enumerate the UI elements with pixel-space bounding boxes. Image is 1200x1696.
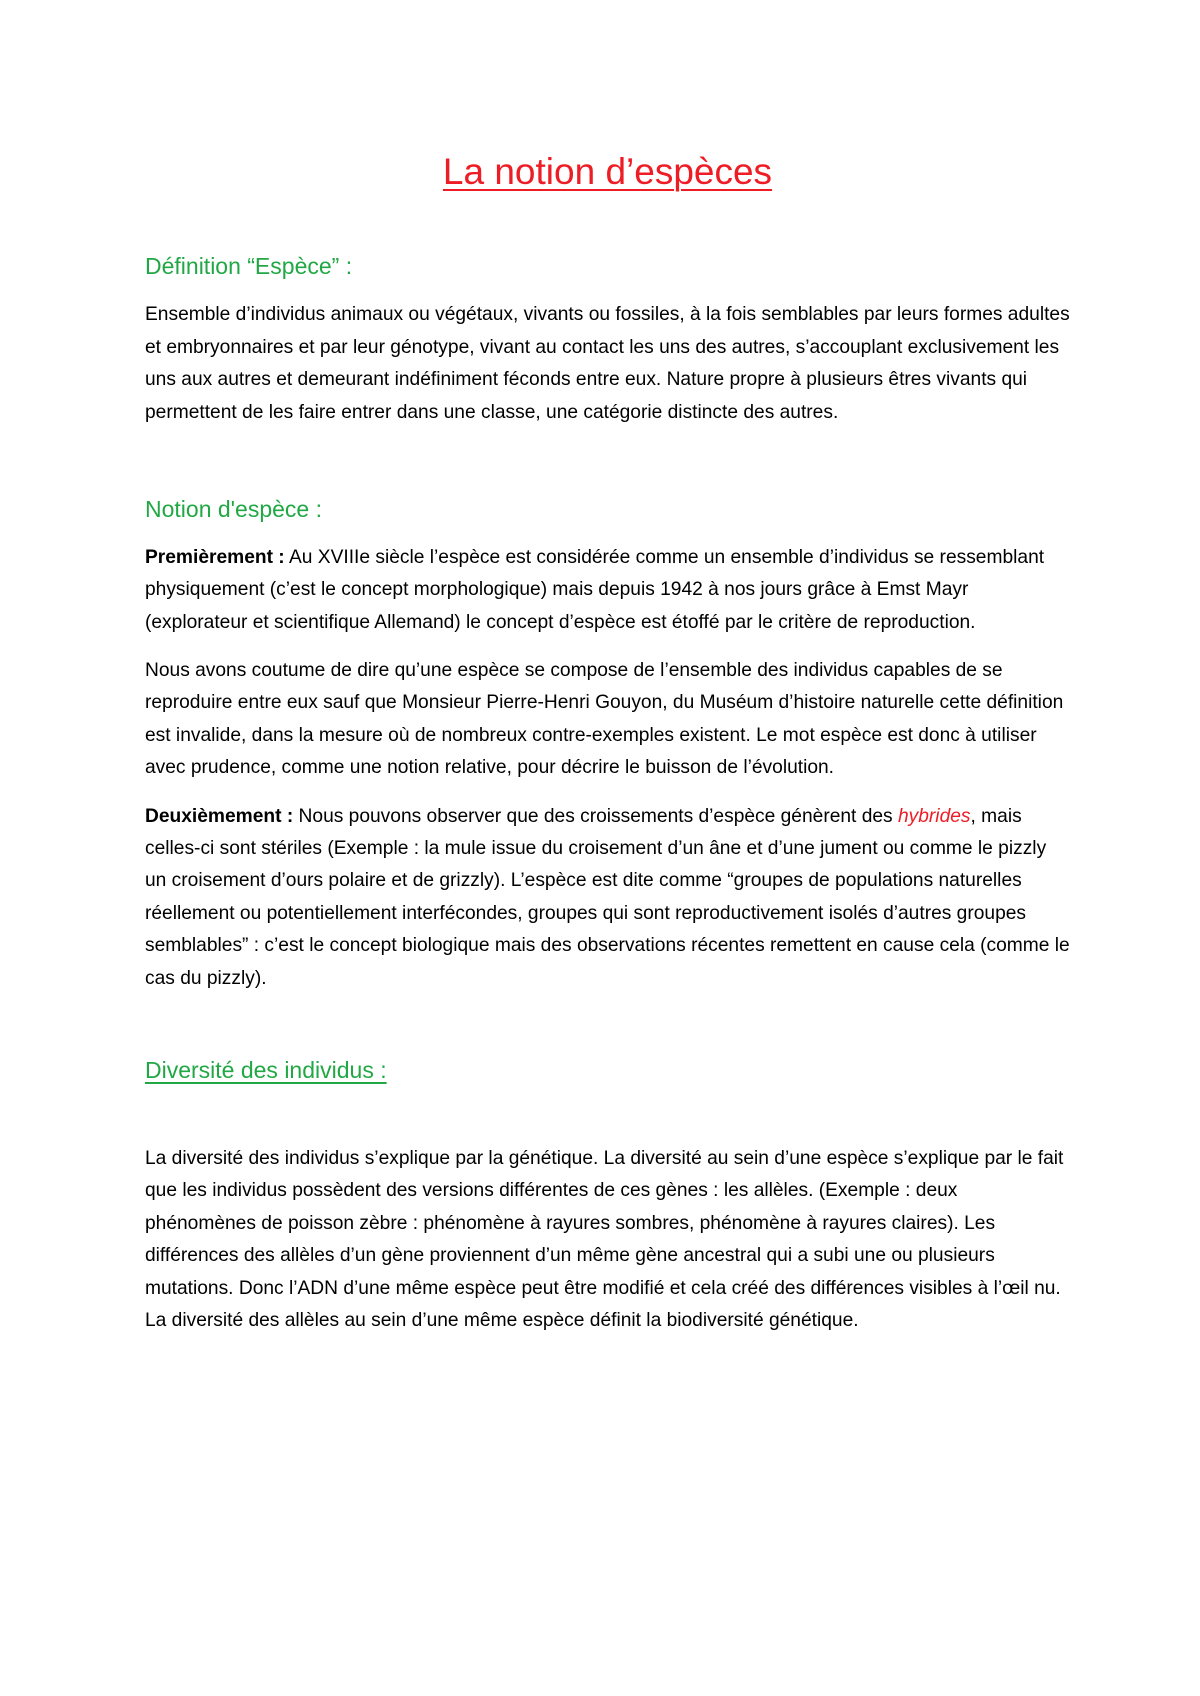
paragraph-lead-deuxiemement: Deuxièmement : <box>145 805 294 827</box>
diversite-paragraph: La diversité des individus s’explique par la génétique. La diversité au sein d’une espèce s’explique par le fait que les individus possèdent des versions différentes de ces gènes : les allèles. (Exemple : deux phénomènes de poisson zèbre : phénomène à rayures sombres, phénomène à rayures claires). Les différences des allèles d’un gène proviennent d’un même gène ancestral qui a subi une ou plusieurs mutations. Donc l’ADN d’une même espèce peut être modifié et cela créé des différences visibles à l’œil nu. La diversité des allèles au sein d’une même espèce définit la biodiversité génétique. <box>145 1147 1064 1331</box>
section-definition <box>145 252 1070 429</box>
definition-paragraph: Ensemble d’individus animaux ou végétaux, vivants ou fossiles, à la fois semblables par leurs formes adultes et embryonnaires et par leur génotype, vivant au contact les uns des autres, s’accouplant exclusivement les uns aux autres et demeurant indéfiniment féconds entre eux. Nature propre à plusieurs êtres vivants qui permettent de les faire entrer dans une classe, une catégorie distincte des autres. <box>145 304 1070 423</box>
notion-paragraph-premierement <box>145 542 1070 639</box>
paragraph-body: Au XVIIIe siècle l’espèce est considérée comme un ensemble d’individus se ressemblant physiquement (c’est le concept morphologique) mais depuis 1942 à nos jours grâce à Emst Mayr (explorateur et scientifique Allemand) le concept d’espèce est étoffé par le critère de reproduction. <box>145 546 1045 633</box>
notion-paragraph-coutume: Nous avons coutume de dire qu’une espèce se compose de l’ensemble des individus capables de se reproduire entre eux sauf que Monsieur Pierre-Henri Gouyon, du Muséum d’histoire naturelle cette définition est invalide, dans la mesure où de nombreux contre-exemples existent. Le mot espèce est donc à utiliser avec prudence, comme une notion relative, pour décrire le buisson de l’évolution. <box>145 660 1064 779</box>
paragraph-lead-premierement: Premièrement : <box>145 546 285 568</box>
section-diversite <box>145 1056 1070 1337</box>
paragraph-body-before: Nous pouvons observer que des croissements d’espèce génèrent des <box>293 805 898 827</box>
section-heading-notion: Notion d'espèce : <box>145 495 323 522</box>
paragraph-body-after: , mais celles-ci sont stériles (Exemple : la mule issue du croisement d’un âne et d’une jument ou comme le pizzly un croisement d’ours polaire et de grizzly). L’espèce est dite comme “groupes de populations naturelles réellement ou potentiellement interfécondes, groupes qui sont reproductivement isolés d’autres groupes semblables” : c’est le concept biologique mais des observations récentes remettent en cause cela (comme le cas du pizzly). <box>145 805 1070 989</box>
highlight-hybrides: hybrides <box>897 805 971 827</box>
section-heading-diversite: Diversité des individus : <box>145 1057 387 1084</box>
section-heading-definition: Définition “Espèce” : <box>145 253 353 280</box>
page-title: La notion d’espèces <box>442 151 773 192</box>
notion-paragraph-deuxiemement <box>145 801 1070 995</box>
section-notion <box>145 495 1070 995</box>
